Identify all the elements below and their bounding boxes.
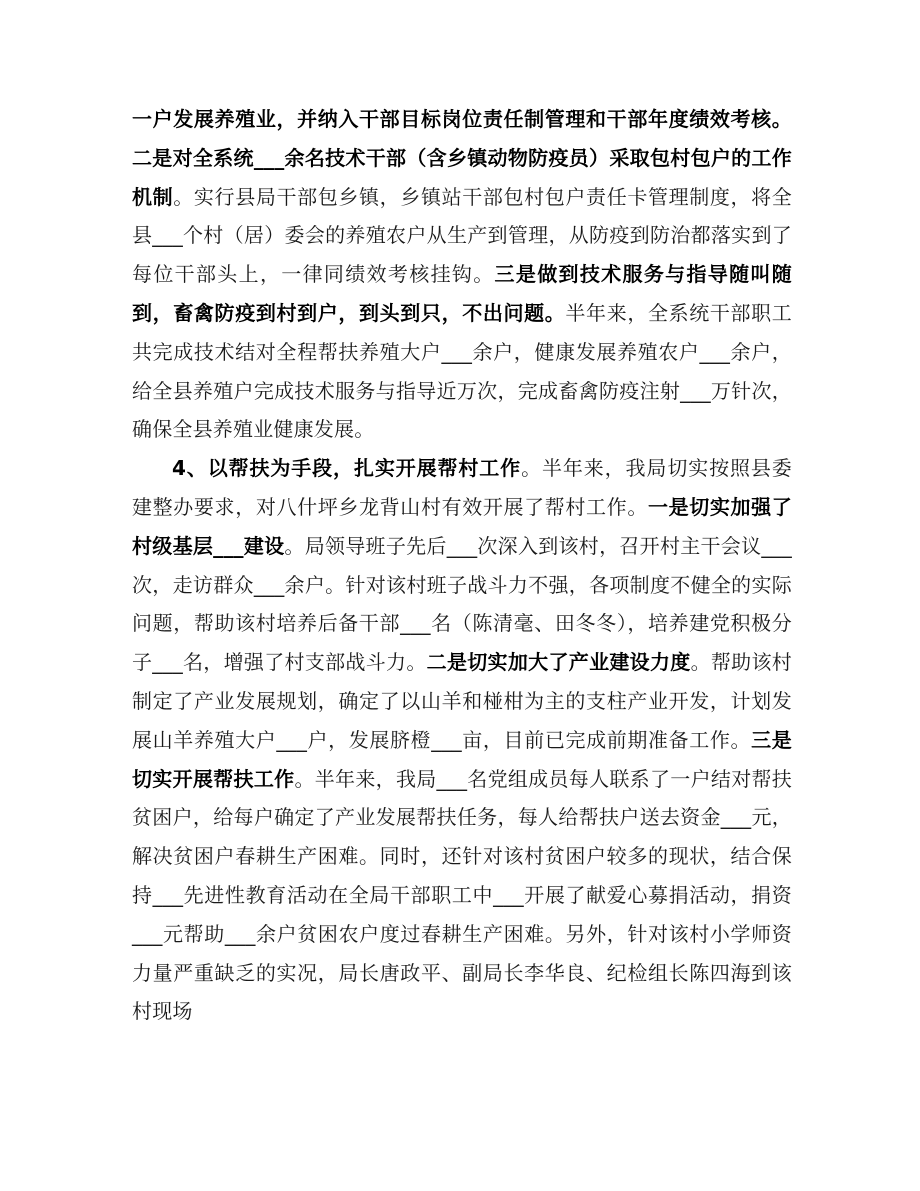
text-run: 三是切实开展帮扶工作 xyxy=(132,727,792,791)
text-run: 一是切实加强了村级基层___建设 xyxy=(132,494,792,558)
document-body xyxy=(132,100,792,1031)
text-run: 。实行县局干部包乡镇，乡镇站干部包村包户责任卡管理制度，将全县___个村（居）委会的养殖农户从生产到管理，从防疫到防治都落实到了每位干部头上，一律同绩效考核挂钩。 xyxy=(132,184,792,287)
section-heading: 4、以帮扶为手段，扎实开展帮村工作 xyxy=(172,456,522,481)
text-run: 三是做到技术服务与指导随叫随到，畜禽防疫到村到户，到头到只，不出问题。 xyxy=(132,262,792,325)
text-run: 二是切实加大了产业建设力度 xyxy=(426,650,691,675)
text-run: 。局领导班子先后___次深入到该村，召开村主干会议___次，走访群众___余户。针对该村班子战斗力不强，各项制度不健全的实际问题，帮助该村培养后备干部___名（陈清毫、田冬冬），培养建党积极分子___名，增强了村支部战斗力。 xyxy=(132,533,792,675)
paragraph-livestock-services xyxy=(132,100,792,449)
text-run: 。半年来，我局___名党组成员每人联系了一户结对帮扶贫困户，给每户确定了产业发展帮扶任务，每人给帮扶户送去资金___元，解决贫困户春耕生产困难。同时，还针对该村贫困户较多的现状，结合保持___先进性教育活动在全局干部职工中___开展了献爱心募捐活动，捐资___元帮助___余户贫困农户度过春耕生产困难。另外，针对该村小学师资力量严重缺乏的实况，局长唐政平、副局长李华良、纪检组长陈四海到该村现场 xyxy=(132,766,793,1024)
text-run: 。帮助该村制定了产业发展规划，确定了以山羊和椪柑为主的支柱产业开发，计划发展山羊养殖大户___户，发展脐橙___亩，目前已完成前期准备工作。 xyxy=(132,650,792,752)
text-run: 一户发展养殖业，并纳入干部目标岗位责任制管理和干部年度绩效考核。二是对全系统___余名技术干部（含乡镇动物防疫员）采取包村包户的工作机制 xyxy=(132,107,792,209)
paragraph-village-assistance xyxy=(132,449,792,1031)
text-run: 。半年来，我局切实按照县委建整办要求，对八什坪乡龙背山村有效开展了帮村工作。 xyxy=(132,456,792,519)
text-run: 半年来，全系统干部职工共完成技术结对全程帮扶养殖大户___余户，健康发展养殖农户___余户，给全县养殖户完成技术服务与指导近万次，完成畜禽防疫注射___万针次，确保全县养殖业健康发展。 xyxy=(132,300,793,442)
